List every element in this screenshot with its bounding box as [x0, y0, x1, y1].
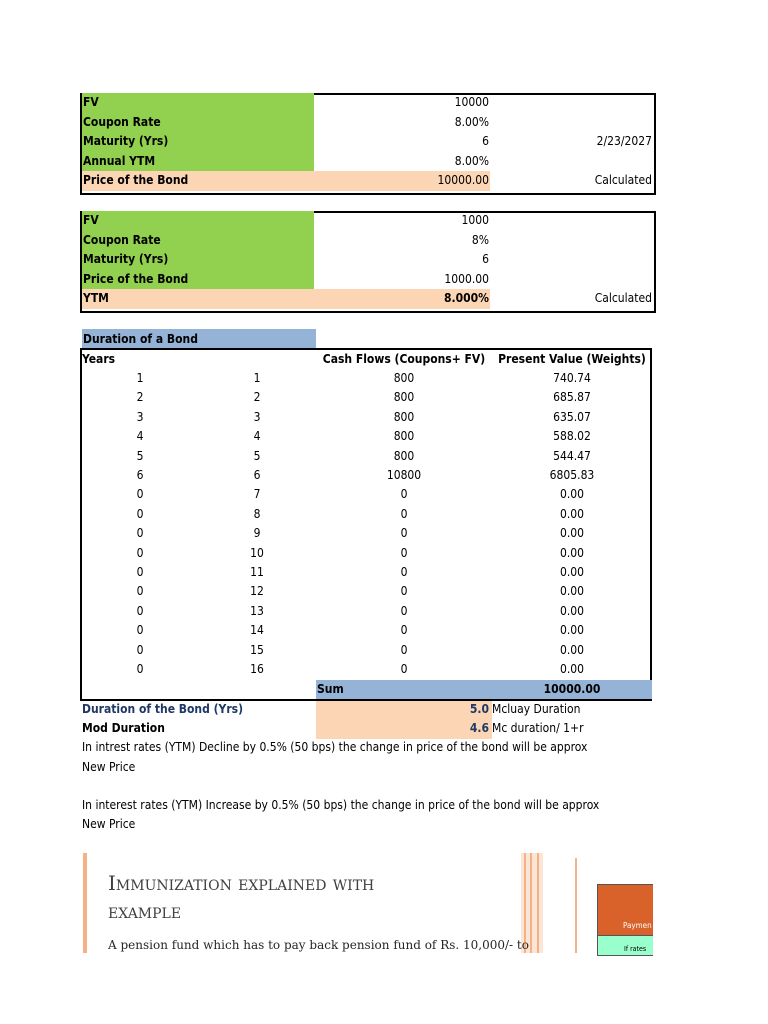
ytm-table-row: [82, 250, 652, 270]
duration-note: Mcluay Duration: [492, 702, 581, 716]
cash-flow-cell: 0: [400, 506, 408, 521]
period-cell: 6: [253, 468, 261, 482]
row-value: 8%: [471, 232, 489, 247]
year-index-cell: 0: [136, 642, 144, 657]
period-cell: 8: [253, 506, 261, 521]
slide-side-row: [598, 936, 653, 955]
header-cash-flows: Cash Flows (Coupons+ FV): [322, 352, 486, 366]
row-extra: [490, 152, 652, 172]
sum-value: 10000.00: [543, 682, 601, 696]
new-price-label-1: New Price: [82, 760, 136, 774]
bond-price-table-row: [82, 93, 652, 113]
period-cell: 11: [250, 565, 264, 579]
duration-title: Duration of a Bond: [82, 329, 316, 349]
present-value-cell: 635.07: [553, 409, 591, 424]
slide-left-stripe: [83, 853, 87, 953]
present-value-cell: 0.00: [559, 506, 585, 521]
cash-flow-cell: 800: [393, 390, 415, 405]
year-index-cell: 1: [136, 371, 144, 385]
row-value: 1000: [461, 213, 489, 227]
present-value-cell: 0.00: [559, 623, 585, 638]
cash-flow-cell: 0: [400, 603, 408, 618]
header-present-value: Present Value (Weights): [498, 352, 646, 366]
row-label: Coupon Rate: [82, 113, 314, 133]
decline-note: In intrest rates (YTM) Decline by 0.5% (50 bps) the change in price of the bond will be approx: [82, 740, 588, 754]
year-index-cell: 5: [136, 448, 144, 463]
period-cell: 1: [253, 371, 261, 385]
row-extra: [490, 270, 652, 290]
year-index-cell: 0: [136, 662, 144, 676]
present-value-cell: 6805.83: [549, 468, 595, 482]
bond-price-table-row: [82, 113, 652, 133]
row-value: 6: [482, 252, 489, 267]
slide-side-label-2: If rates: [624, 945, 647, 953]
period-cell: 14: [250, 623, 264, 638]
year-index-cell: 0: [136, 623, 144, 638]
period-cell: 13: [250, 603, 264, 618]
slide-body-text: A pension fund which has to pay back pension fund of Rs. 10,000/- to: [108, 938, 529, 952]
bond-price-rows: [82, 93, 652, 191]
row-value: 6: [482, 134, 489, 149]
row-extra: [490, 250, 652, 270]
ytm-rows: [82, 211, 652, 309]
year-index-cell: 3: [136, 409, 144, 424]
row-label: Coupon Rate: [82, 231, 314, 251]
row-value: 1000.00: [444, 271, 489, 286]
present-value-cell: 0.00: [559, 603, 585, 618]
slide-title-line1: Immunization explained with: [108, 871, 375, 895]
sum-label: Sum: [317, 682, 344, 696]
present-value-cell: 588.02: [553, 429, 591, 444]
row-label: Price of the Bond: [82, 171, 314, 191]
slide-side-table: [597, 884, 653, 956]
period-cell: 10: [250, 545, 264, 560]
present-value-cell: 0.00: [559, 545, 585, 560]
row-extra: Calculated: [594, 173, 652, 188]
cash-flow-cell: 0: [400, 487, 408, 502]
present-value-cell: 544.47: [553, 448, 591, 463]
duration-label: Duration of the Bond (Yrs): [82, 702, 244, 716]
present-value-cell: 740.74: [553, 371, 591, 385]
mod-duration-value: 4.6: [469, 721, 489, 735]
duration-value: 5.0: [469, 702, 489, 716]
period-cell: 3: [253, 409, 261, 424]
year-index-cell: 0: [136, 506, 144, 521]
period-cell: 16: [250, 662, 264, 676]
cash-flow-cell: 0: [400, 584, 408, 599]
row-extra: [490, 93, 652, 113]
row-label: Maturity (Yrs): [82, 250, 314, 270]
cash-flow-cell: 0: [400, 642, 408, 657]
period-cell: 15: [250, 642, 264, 657]
header-years: Years: [82, 352, 116, 366]
cash-flow-cell: 800: [393, 409, 415, 424]
bond-price-table-row: [82, 171, 652, 191]
cash-flow-cell: 0: [400, 526, 408, 541]
year-index-cell: 0: [136, 565, 144, 579]
ytm-table-row: [82, 289, 652, 309]
present-value-cell: 0.00: [559, 526, 585, 541]
period-cell: 5: [253, 448, 261, 463]
cash-flow-cell: 800: [393, 371, 415, 385]
year-index-cell: 0: [136, 526, 144, 541]
period-cell: 7: [253, 487, 261, 502]
present-value-cell: 0.00: [559, 662, 585, 676]
cash-flow-cell: 0: [400, 662, 408, 676]
year-index-cell: 0: [136, 584, 144, 599]
bond-price-table-row: [82, 152, 652, 172]
row-label: FV: [82, 93, 314, 113]
cash-flow-cell: 0: [400, 623, 408, 638]
ytm-table-row: [82, 211, 652, 231]
slide-thin-stripe: [575, 858, 577, 953]
row-extra: Calculated: [594, 291, 652, 306]
year-index-cell: 2: [136, 390, 144, 405]
slide-side-header: [598, 885, 653, 936]
row-label: Maturity (Yrs): [82, 132, 314, 152]
row-label: Price of the Bond: [82, 270, 314, 290]
cash-flow-cell: 800: [393, 448, 415, 463]
row-value: 8.000%: [314, 289, 490, 309]
row-extra: [490, 113, 652, 133]
slide-title-line2: example: [108, 899, 182, 923]
cash-flow-cell: 10800: [386, 468, 422, 482]
bond-price-table-row: [82, 132, 652, 152]
row-value: 8.00%: [454, 114, 489, 129]
row-extra: [490, 211, 652, 231]
period-cell: 2: [253, 390, 261, 405]
increase-note: In interest rates (YTM) Increase by 0.5% (50 bps) the change in price of the bond will be approx: [82, 798, 600, 812]
period-cell: 12: [250, 584, 264, 599]
ytm-table-row: [82, 231, 652, 251]
row-label: Annual YTM: [82, 152, 314, 172]
row-value: 10000: [454, 95, 489, 109]
year-index-cell: 0: [136, 603, 144, 618]
row-label: YTM: [82, 289, 314, 309]
cash-flow-cell: 800: [393, 429, 415, 444]
present-value-cell: 0.00: [559, 487, 585, 502]
cash-flow-cell: 0: [400, 545, 408, 560]
year-index-cell: 0: [136, 487, 144, 502]
mod-duration-label: Mod Duration: [82, 721, 165, 735]
present-value-cell: 0.00: [559, 642, 585, 657]
mod-duration-note: Mc duration/ 1+r: [492, 721, 584, 735]
period-cell: 9: [253, 526, 261, 541]
row-value: 10000.00: [314, 171, 490, 191]
year-index-cell: 4: [136, 429, 144, 444]
slide-side-label: Paymen: [623, 921, 652, 930]
cash-flow-cell: 0: [400, 565, 408, 579]
row-value: 8.00%: [454, 153, 489, 168]
year-index-cell: 0: [136, 545, 144, 560]
new-price-label-2: New Price: [82, 817, 136, 831]
row-extra: [490, 231, 652, 251]
year-index-cell: 6: [136, 468, 144, 482]
present-value-cell: 0.00: [559, 584, 585, 599]
present-value-cell: 685.87: [553, 390, 591, 405]
row-extra: 2/23/2027: [596, 134, 652, 149]
period-cell: 4: [253, 429, 261, 444]
present-value-cell: 0.00: [559, 565, 585, 579]
row-label: FV: [82, 211, 314, 231]
ytm-table-row: [82, 270, 652, 290]
